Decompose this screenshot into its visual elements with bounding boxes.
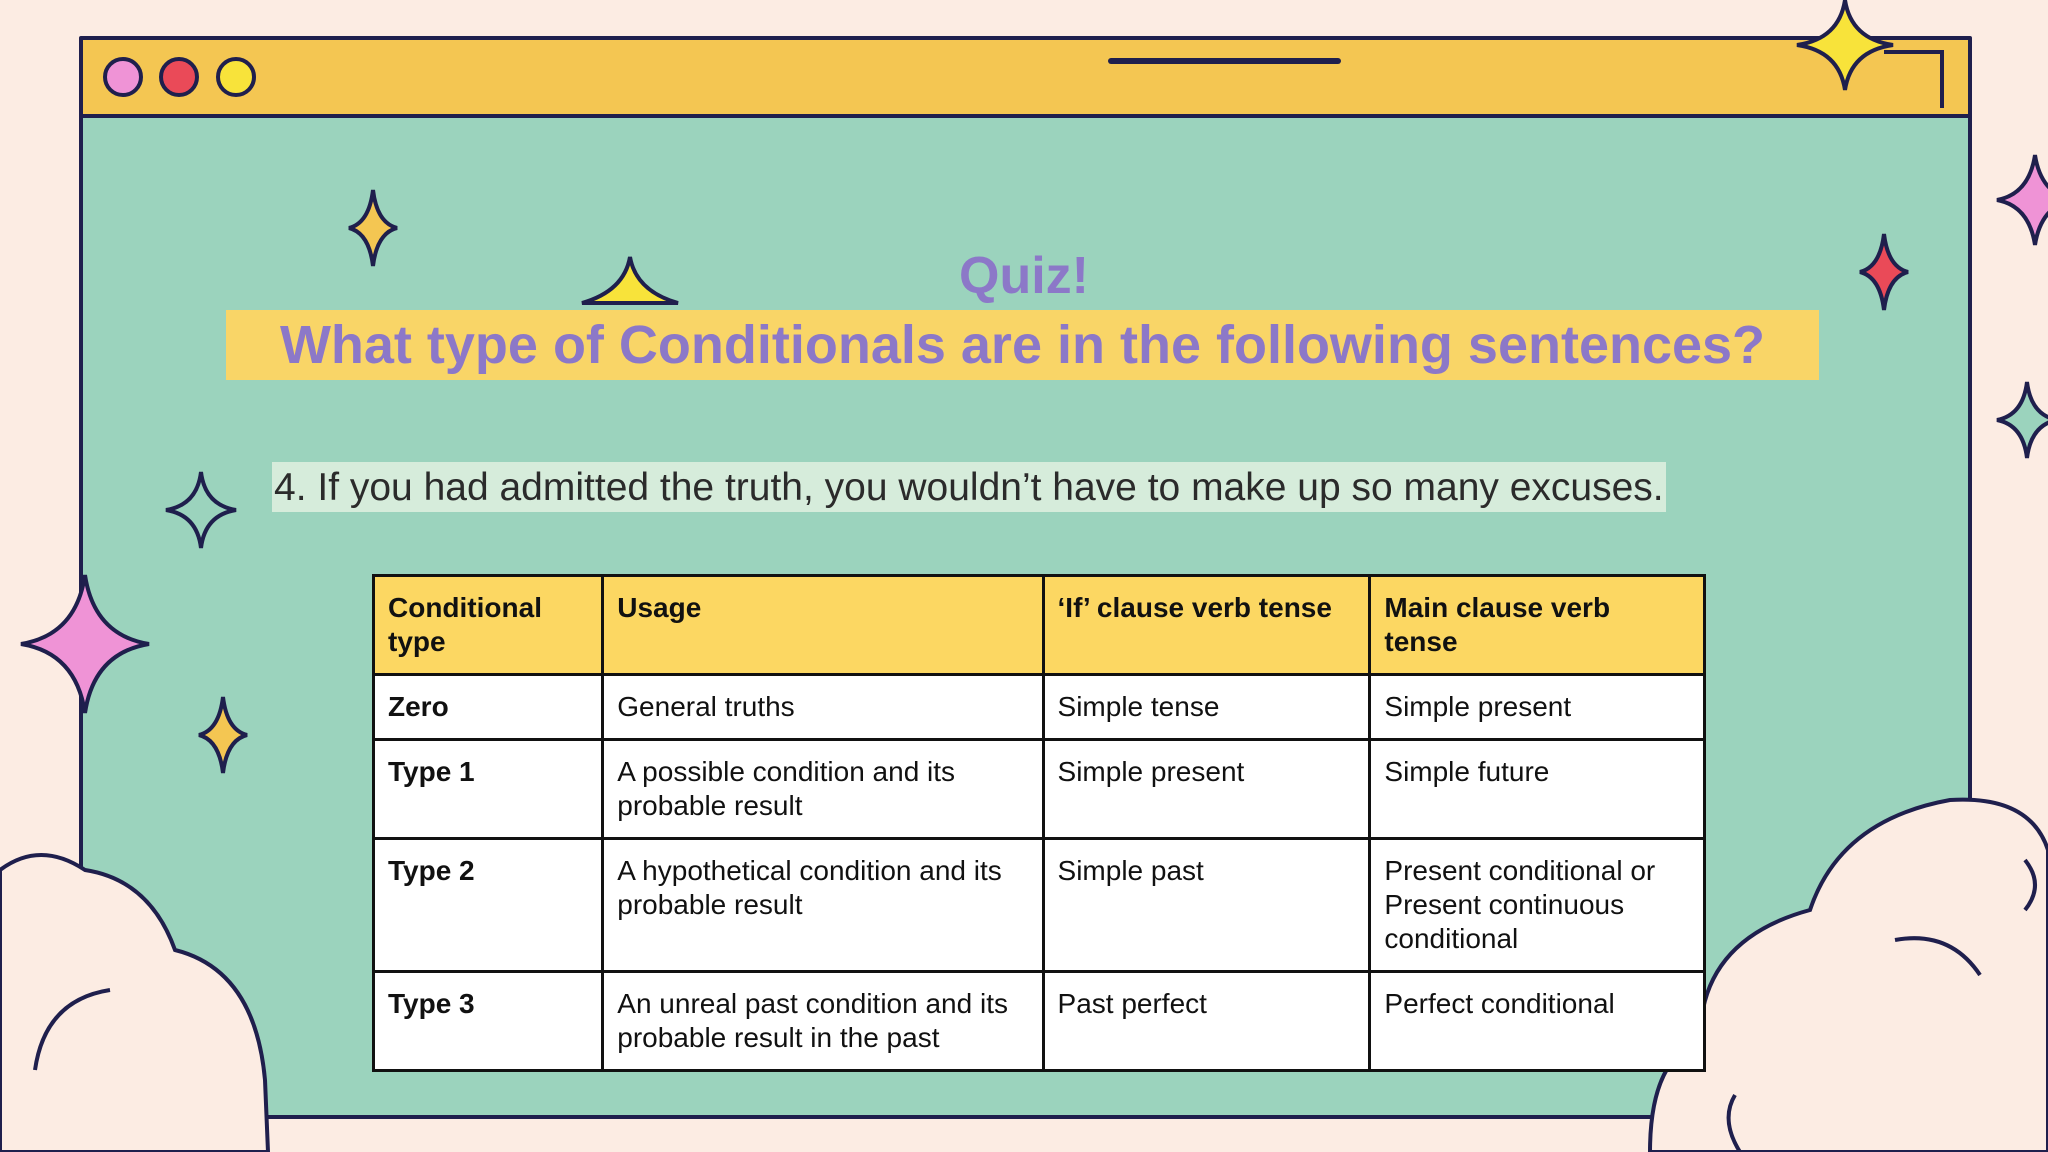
sparkle-outline-left-icon [163,470,239,550]
table-header-row [374,576,1705,675]
cell-usage: A hypothetical condition and its probable result [603,839,1043,972]
header-conditional-type: Conditional type [374,576,603,675]
cell-usage: An unreal past condition and its probable result in the past [603,972,1043,1071]
cell-type: Type 3 [374,972,603,1071]
sparkle-pink-left-icon [18,573,152,715]
window-button-red[interactable] [159,57,199,97]
cell-usage: General truths [603,675,1043,740]
sparkle-outline-right-icon [1994,380,2048,460]
header-main-clause: Main clause verb tense [1370,576,1705,675]
cell-main-clause: Present conditional or Present continuous conditional [1370,839,1705,972]
cell-usage: A possible condition and its probable result [603,740,1043,839]
quiz-label: Quiz! [959,247,1089,305]
window-button-yellow[interactable] [216,57,256,97]
table-row [374,972,1705,1071]
cell-type: Zero [374,675,603,740]
window-titlebar [83,40,1968,118]
cell-main-clause: Perfect conditional [1370,972,1705,1071]
window-button-pink[interactable] [103,57,143,97]
cell-type: Type 2 [374,839,603,972]
cell-main-clause: Simple present [1370,675,1705,740]
cell-main-clause: Simple future [1370,740,1705,839]
sparkle-yellow-top-icon [1795,0,1895,90]
quiz-question: What type of Conditionals are in the following sentences? [226,310,1819,380]
header-if-clause: ‘If’ clause verb tense [1043,576,1370,675]
cell-type: Type 1 [374,740,603,839]
cell-if-clause: Simple past [1043,839,1370,972]
table-row [374,740,1705,839]
conditionals-table [372,574,1706,1072]
cell-if-clause: Simple tense [1043,675,1370,740]
titlebar-grab-line[interactable] [1108,58,1341,64]
sparkle-pink-right-icon [1995,155,2048,245]
quiz-sentence: 4. If you had admitted the truth, you wouldn’t have to make up so many excuses. [272,462,1666,512]
table-row [374,839,1705,972]
cell-if-clause: Past perfect [1043,972,1370,1071]
sparkle-orange-left-icon [196,695,250,775]
cloud-left-icon [0,840,270,1152]
table-row [374,675,1705,740]
cell-if-clause: Simple present [1043,740,1370,839]
header-usage: Usage [603,576,1043,675]
